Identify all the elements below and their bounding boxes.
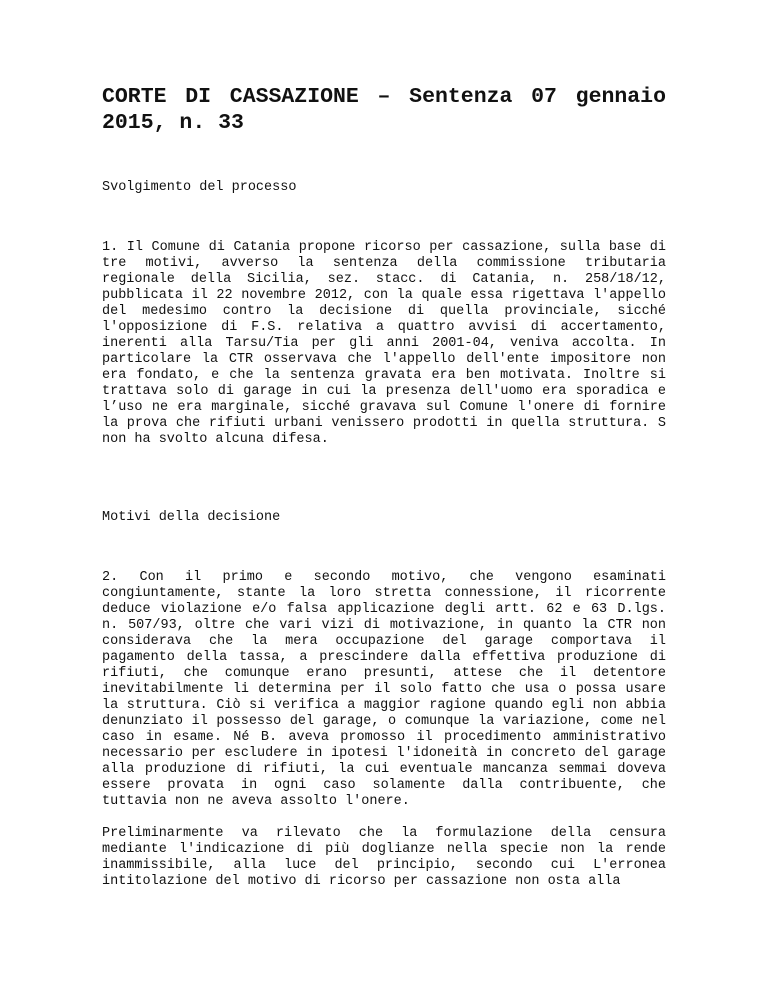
document-page <box>102 0 666 890</box>
paragraph: 1. Il Comune di Catania propone ricorso per cassazione, sulla base di tre motivi, avverso la sentenza della commissione tributaria regionale della Sicilia, sez. stacc. di Catania, n. 258/18/12, pubblicata il 22 novembre 2012, con la quale essa rigettava l'appello del medesimo contro la decisione di quella provinciale, sicché l'opposizione di F.S. relativa a quattro avvisi di accertamento, inerenti alla Tarsu/Tia per gli anni 2001-04, veniva accolta. In particolare la CTR osservava che l'appello dell'ente impositore non era fondato, e che la sentenza gravata era ben motivata. Inoltre si trattava solo di garage in cui la presenza dell'uomo era sporadica e l’uso ne era marginale, sicché gravava sul Comune l'onere di fornire la prova che rifiuti urbani venissero prodotti in quella struttura. S non ha svolto alcuna difesa. <box>102 240 666 447</box>
paragraph: Preliminarmente va rilevato che la formulazione della censura mediante l'indicazione di più doglianze nella specie non la rende inammissibile, alla luce del principio, secondo cui L'erronea intitolazione del motivo di ricorso per cassazione non osta alla <box>102 826 666 889</box>
paragraph: 2. Con il primo e secondo motivo, che vengono esaminati congiuntamente, stante la loro stretta connessione, il ricorrente deduce violazione e/o falsa applicazione degli artt. 62 e 63 D.lgs. n. 507/93, oltre che vari vizi di motivazione, in quanto la CTR non considerava che la mera occupazione del garage comportava il pagamento della tassa, a prescindere dalla effettiva produzione di rifiuti, che comunque erano presunti, attese che il detentore inevitabilmente li determina per il solo fatto che usa o possa usare la struttura. Ciò si verifica a maggior ragione quando egli non abbia denunziato il possesso del garage, o comunque la variazione, come nel caso in esame. Né B. aveva promosso il procedimento amministrativo necessario per escludere in ipotesi l'idoneità in concreto del garage alla produzione di rifiuti, la cui eventuale mancanza semmai doveva essere provata in ogni caso solamente dalla contribuente, che tuttavia non ne aveva assolto l'onere. <box>102 570 666 809</box>
section-heading-svolgimento: Svolgimento del processo <box>102 180 297 195</box>
section-heading-motivi: Motivi della decisione <box>102 510 281 525</box>
document-title: CORTE DI CASSAZIONE – Sentenza 07 gennaio 2015, n. 33 <box>102 85 666 135</box>
